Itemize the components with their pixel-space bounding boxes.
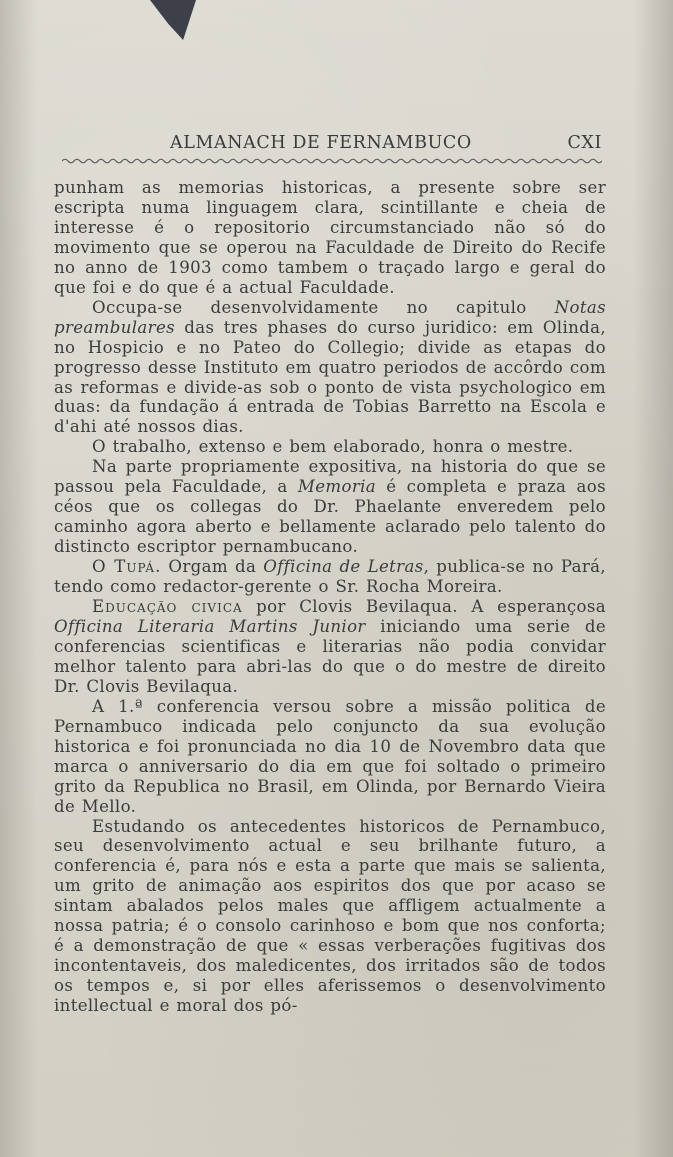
running-title: ALMANACH DE FERNAMBUCO <box>170 133 472 153</box>
text-run: Na parte propriamente expositiva, na historia do que se passou pela Faculdade, a <box>54 457 606 497</box>
paragraph-8 <box>54 817 606 1017</box>
text-run: punham as memorias historicas, a presente sobre ser escripta numa linguagem clara, scintillante e cheia de interesse é o repositorio circumstanciado não só do movimento que se operou na Faculdade de Direito do Recife no anno de 1903 como tambem o traçado largo e geral do que foi e do que é a actual Faculdade. <box>54 178 606 297</box>
text-run: Occupa-se desenvolvidamente no capitulo <box>92 297 555 317</box>
text-run: por Clovis Bevilaqua. A esperançosa <box>242 597 606 617</box>
text-run: O trabalho, extenso e bem elaborado, honra o mestre. <box>92 437 574 457</box>
page-header <box>170 133 602 157</box>
text-run: Orgam da <box>161 557 264 577</box>
text-run: é completa e praza aos céos que os collegas do Dr. Phaelante enveredem pelo caminho agora aberto e bellamente aclarado pelo talento do distincto escriptor pernambucano. <box>54 477 606 557</box>
italic-run: Memoria <box>297 477 377 497</box>
paragraph-3 <box>54 437 606 457</box>
text-run: A 1.ª conferencia versou sobre a missão politica de Pernambuco indicada pelo conjuncto da sua evolução historica e foi pronunciada no dia 10 de Novembro data que marca o anniversario do dia em que foi soltado o primeiro grito da Republica no Brasil, em Olinda, por Bernardo Vieira de Mello. <box>54 696 606 816</box>
paragraph-1 <box>54 178 606 298</box>
text-run: iniciando uma serie de conferencias scientificas e literarias não podia convidar melhor talento para abri-las do que o do mestre de direito Dr. Clovis Bevilaqua. <box>54 616 606 696</box>
body-text <box>54 178 606 1016</box>
paragraph-4 <box>54 457 606 557</box>
paragraph-2 <box>54 298 606 438</box>
text-run: Estudando os antecedentes historicos de Pernambuco, seu desenvolvimento actual e seu brilhante futuro, a conferencia é, para nós e esta a parte que mais se salienta, um grito de animação aos espiritos dos que por acaso se sintam abalados pelos males que affligem actualmente a nossa patria; é o consolo carinhoso e bom que nos conforta; é a demonstração de que « essas verberações fugitivas dos incontentaveis, dos maledicentes, dos irritados são de todos os tempos e, si por elles aferissemos o desenvolvimento intellectual e moral dos pó- <box>54 816 606 1016</box>
text-run: , publica-se no Pará, tendo como redactor-gerente o Sr. Rocha Moreira. <box>54 557 606 597</box>
italic-run: Officina de Letras <box>263 557 424 577</box>
page-shadow-left <box>0 0 38 1157</box>
small-caps-run: Educação civica <box>92 597 243 617</box>
text-run: das tres phases do curso juridico: em Olinda, no Hospicio e no Pateo do Collegio; divide as etapas do progresso desse Instituto em quatro periodos de accôrdo com as reformas e divide-as sob o ponto de vista psychologico em duas: da fundação á entrada de Tobias Barretto na Escola e d'ahi até nossos dias. <box>54 317 606 437</box>
page-number: CXI <box>567 133 602 153</box>
torn-corner-mark <box>150 0 196 40</box>
page-shadow-right <box>633 0 673 1157</box>
ornamental-rule <box>62 156 602 166</box>
italic-run: Notas preambulares <box>54 297 606 337</box>
italic-run: Officina Literaria Martins Junior <box>54 616 366 636</box>
paragraph-7 <box>54 697 606 817</box>
small-caps-run: O Tupá. <box>92 557 162 577</box>
paragraph-5 <box>54 557 606 597</box>
paragraph-6 <box>54 597 606 697</box>
